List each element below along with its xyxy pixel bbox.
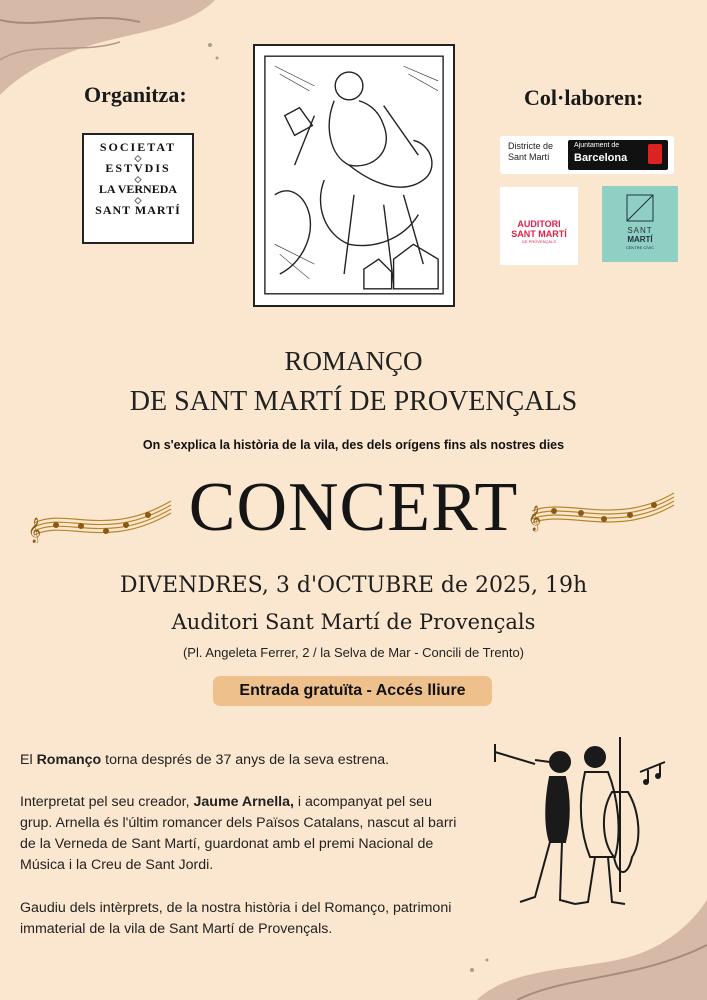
auditori-name-line2: SANT MARTÍ [511,229,567,239]
event-venue: Auditori Sant Martí de Provençals [171,610,536,634]
logo-line: SOCIETAT [99,140,177,154]
paragraph-performer [20,792,460,876]
district-name: Sant Martí [508,152,550,162]
logo-separator: ◇ [134,174,142,184]
barcelona-shield-icon [648,144,662,164]
concert-heading: CONCERT [188,469,519,546]
logo-line: ESTVDIS [105,161,171,175]
auditori-name-line1: AUDITORI [517,219,561,229]
text: i acompanyat pel seu grup. Arnella és l'últim romancer dels Països Catalans, nascut al barri de la Verneda de Sant Martí, guardonat amb el premi Nacional de Música i la Creu de Sant Jordi. [20,794,457,873]
logo-separator: ◇ [134,153,142,163]
event-address: (Pl. Angeleta Ferrer, 2 / la Selva de Mar - Concili de Trento) [182,645,525,660]
barcelona-district-logo [500,136,674,174]
district-label: Districte de [508,141,554,151]
logo-separator: ◇ [134,195,142,205]
entry-badge: Entrada gratuïta - Accés lliure [213,676,492,706]
auditori-sub: DE PROVENÇALS [521,239,556,244]
societat-estudis-logo [82,133,194,244]
title-line2: DE SANT MARTÍ DE PROVENÇALS [129,386,578,417]
city-name: Barcelona [574,152,628,164]
text: torna després de 37 anys de la seva estrena. [101,752,390,768]
centre-civic-line1: SANT [627,226,653,235]
corner-decoration-top-left [0,0,230,130]
title-line1: ROMANÇO [284,346,423,376]
logo-line: LA VERNEDA [98,182,178,196]
collaborators-label: Col·laboren: [524,85,644,110]
paragraph-intro [20,750,460,771]
event-date: DIVENDRES, 3 d'OCTUBRE de 2025, 19h [119,573,588,598]
centre-civic-line2: MARTÍ [627,235,653,244]
saint-martin-woodcut-image [253,44,455,307]
centre-civic-line3: CENTRE CÍVIC [625,245,655,250]
romanco-bold: Romanço [36,752,102,768]
subtitle: On s'explica la història de la vila, des dels orígens fins als nostres dies [142,438,565,452]
centre-civic-logo [602,186,678,262]
musicians-illustration [490,732,670,910]
logo-line: SANT MARTÍ [95,203,181,217]
svg-text:𝄞: 𝄞 [528,506,542,531]
diagonal-square-icon [626,194,654,222]
text: Interpretat pel seu creador, [20,794,194,810]
auditori-sant-marti-logo [500,187,578,265]
performer-name: Jaume Arnella, [193,794,294,810]
organizer-label: Organitza: [84,82,187,107]
text: El [20,752,37,768]
svg-text:𝄞: 𝄞 [28,518,42,543]
paragraph-closing: Gaudiu dels intèrprets, de la nostra història i del Romanço, patrimoni immaterial de la vila de Sant Martí de Provençals. [20,900,452,937]
ajuntament-label: Ajuntament de [574,142,620,149]
music-staff-right-decoration [526,487,678,535]
